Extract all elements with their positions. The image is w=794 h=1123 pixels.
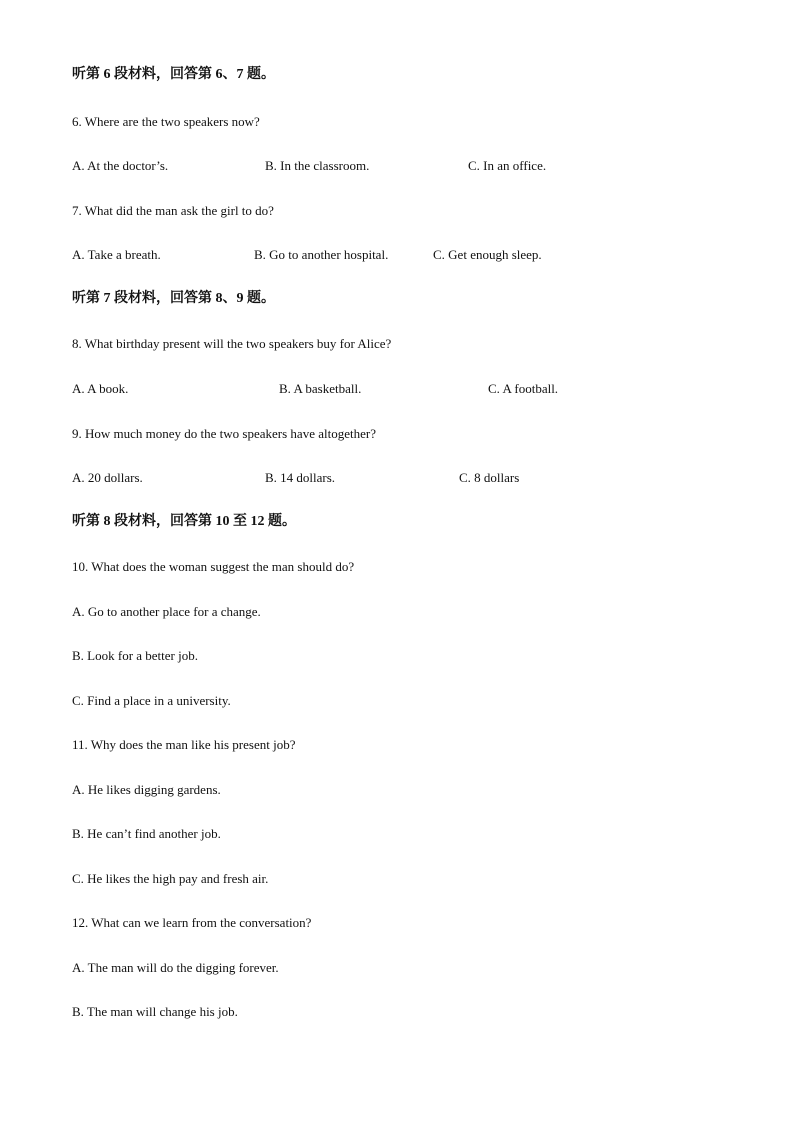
option-8a: A. A book. xyxy=(72,381,129,396)
option-8c: C. A football. xyxy=(488,381,559,396)
option-6c: C. In an office. xyxy=(468,158,547,173)
question-11: 11. Why does the man like his present job? xyxy=(72,737,296,752)
option-10b: B. Look for a better job. xyxy=(72,648,198,663)
option-9b: B. 14 dollars. xyxy=(265,470,336,485)
option-12b: B. The man will change his job. xyxy=(72,1004,238,1019)
section-heading-3: 听第 8 段材料，回答第 10 至 12 题。 xyxy=(72,514,296,529)
option-9a: A. 20 dollars. xyxy=(72,470,143,485)
option-12a: A. The man will do the digging forever. xyxy=(72,960,279,975)
question-8: 8. What birthday present will the two speakers buy for Alice? xyxy=(72,336,392,351)
question-10: 10. What does the woman suggest the man should do? xyxy=(72,559,355,574)
option-7a: A. Take a breath. xyxy=(72,247,161,262)
option-11b: B. He can’t find another job. xyxy=(72,826,221,841)
option-9c: C. 8 dollars xyxy=(459,470,520,485)
option-8b: B. A basketball. xyxy=(279,381,362,396)
section-heading-2: 听第 7 段材料，回答第 8、9 题。 xyxy=(72,291,275,306)
option-11c: C. He likes the high pay and fresh air. xyxy=(72,871,269,886)
question-7: 7. What did the man ask the girl to do? xyxy=(72,203,274,218)
option-7c: C. Get enough sleep. xyxy=(433,247,542,262)
question-9: 9. How much money do the two speakers have altogether? xyxy=(72,426,376,441)
question-6: 6. Where are the two speakers now? xyxy=(72,114,260,129)
option-11a: A. He likes digging gardens. xyxy=(72,782,221,797)
question-12: 12. What can we learn from the conversation? xyxy=(72,915,312,930)
option-6b: B. In the classroom. xyxy=(265,158,370,173)
option-10a: A. Go to another place for a change. xyxy=(72,604,261,619)
option-10c: C. Find a place in a university. xyxy=(72,693,231,708)
section-heading-1: 听第 6 段材料，回答第 6、7 题。 xyxy=(72,67,275,82)
option-6a: A. At the doctor’s. xyxy=(72,158,169,173)
option-7b: B. Go to another hospital. xyxy=(254,247,389,262)
